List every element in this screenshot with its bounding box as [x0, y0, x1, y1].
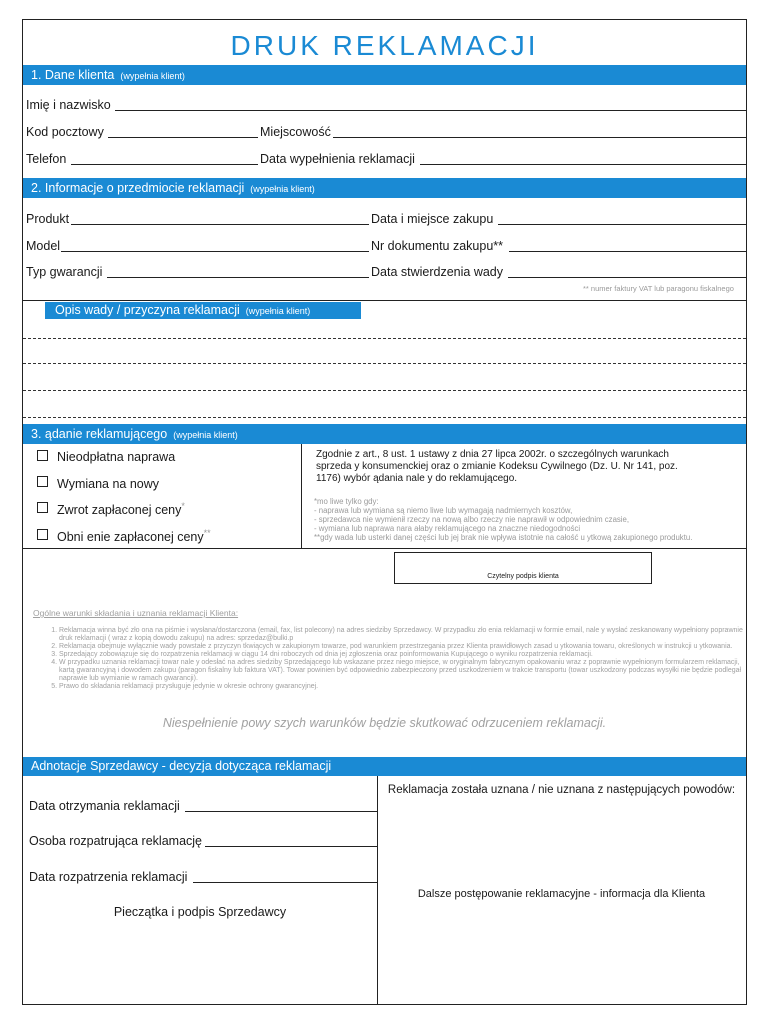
decided-field[interactable] — [193, 882, 377, 883]
option-free-repair-label: Nieodpłatna naprawa — [57, 450, 176, 465]
purchase-field[interactable] — [498, 224, 746, 225]
terms-header: Ogólne warunki składania i uznania reklamacji Klienta: — [33, 608, 239, 618]
city-label: Miejscowość — [260, 125, 331, 139]
postal-field[interactable] — [108, 137, 258, 138]
option-replacement-checkbox[interactable] — [37, 476, 48, 487]
section1-header — [23, 65, 746, 85]
terms-item: 5. Prawo do składania reklamacji przysługuje jedynie w okresie ochrony gwarancyjnej. — [59, 683, 747, 691]
defect-date-label: Data stwierdzenia wady — [371, 265, 504, 279]
section3-header — [23, 424, 746, 444]
defect-title: Opis wady / przyczyna reklamacji — [55, 303, 240, 317]
client-signature-box[interactable] — [394, 552, 652, 584]
postal-label: Kod pocztowy — [26, 125, 104, 139]
section1-note: (wypełnia klient) — [120, 71, 185, 81]
next-steps-label: Dalsze postępowanie reklamacyjne - informacja dla Klienta — [417, 888, 706, 900]
received-field[interactable] — [185, 811, 377, 812]
option-free-repair-checkbox[interactable] — [37, 450, 48, 461]
doc-no-label: Nr dokumentu zakupu** — [371, 239, 504, 253]
product-label: Produkt — [26, 212, 70, 226]
seller-title: Adnotacje Sprzedawcy - decyzja dotycząca reklamacji — [31, 759, 332, 773]
section3-bottom-divider — [23, 548, 746, 549]
product-field[interactable] — [71, 224, 369, 225]
person-label: Osoba rozpatrująca reklamację — [29, 834, 202, 848]
law-text: Zgodnie z art., 8 ust. 1 ustawy z dnia 27 lipca 2002r. o szczególnych warunkach sprzeda y konsumenckiej oraz o zmianie Kodeksu Cywilnego (Dz. U. Nr 141, poz. 1176) wybór ądania nale y do reklamującego. — [316, 449, 678, 484]
doc-no-field[interactable] — [509, 251, 746, 252]
option-price-reduction-label: Obni enie zapłaconej ceny** — [57, 528, 211, 545]
model-label: Model — [26, 239, 61, 253]
model-field[interactable] — [61, 251, 369, 252]
form-title: DRUK REKLAMACJI — [230, 30, 539, 61]
defect-line-4[interactable] — [23, 417, 746, 418]
section3-title: 3. ądanie reklamującego — [31, 427, 168, 441]
section2-note: (wypełnia klient) — [250, 184, 315, 194]
purchase-label: Data i miejsce zakupu — [371, 212, 494, 226]
seller-stamp-label: Pieczątka i podpis Sprzedawcy — [113, 905, 287, 919]
name-field[interactable] — [115, 110, 746, 111]
defect-note: (wypełnia klient) — [245, 306, 311, 316]
section3-note: (wypełnia klient) — [173, 430, 238, 440]
warranty-label: Typ gwarancji — [26, 265, 103, 279]
person-field[interactable] — [205, 846, 377, 847]
complaint-form — [22, 19, 747, 1005]
defect-line-2[interactable] — [23, 363, 746, 364]
terms-list — [47, 627, 747, 691]
terms-item: 4. W przypadku uznania reklamacji towar nale y odesłać na adres siedziby Sprzedającego lub wskazane przez niego miejsce, w oryginalnym fabrycznym opakowaniu wraz z poprawnie wypełnionym formularzem reklamacji, kartą gwarancyjną i dowodem zakupu (paragon fiskalny lub faktura VAT). Towar powinien być odpowiednio zabezpieczony przed uszkodzeniem w trakcie transportu (towar uszkodzony podczas wysyłki nie będzie podlegał naprawie lub wymianie w ramach gwarancji). — [59, 659, 747, 683]
section2-header — [23, 178, 746, 198]
phone-label: Telefon — [26, 152, 67, 166]
defect-header — [45, 302, 361, 319]
section3-divider — [301, 444, 302, 548]
signature-caption: Czytelny podpis klienta — [487, 573, 559, 580]
date-filled-label: Data wypełnienia reklamacji — [260, 152, 415, 166]
terms-item: 3. Sprzedający zobowiązuje się do rozpatrzenia reklamacji w ciągu 14 dni roboczych od dnia jej zgłoszenia oraz poinformowania Kupującego o wyniku rozpatrzenia reklamacji. — [59, 651, 747, 659]
defect-line-1[interactable] — [23, 338, 746, 339]
decided-label: Data rozpatrzenia reklamacji — [29, 870, 188, 884]
option-notes: *mo liwe tylko gdy: - naprawa lub wymiana są niemo liwe lub wymagają nadmiernych kosztów, - sprzedawca nie wymienił rzeczy na nową albo rzeczy nie naprawił w odpowiednim czasie, - wymiana lub naprawa nara ałaby reklamującego na znaczne niedogodności **gdy wada lub usterki danej części lub jej brak nie wpływa istotnie na całość u ytkową zakupionego produktu. — [314, 497, 693, 542]
defect-top-divider — [23, 300, 746, 301]
section1-title: 1. Dane klienta — [31, 68, 115, 82]
option-refund-label: Zwrot zapłaconej ceny* — [57, 501, 185, 518]
received-label: Data otrzymania reklamacji — [29, 799, 180, 813]
phone-field[interactable] — [71, 164, 258, 165]
city-field[interactable] — [333, 137, 746, 138]
seller-header — [23, 757, 746, 776]
doc-footnote: ** numer faktury VAT lub paragonu fiskalnego — [583, 284, 734, 293]
decision-label: Reklamacja została uznana / nie uznana z następujących powodów: — [387, 784, 736, 796]
option-refund-checkbox[interactable] — [37, 502, 48, 513]
warranty-field[interactable] — [107, 277, 369, 278]
terms-item: 1. Reklamacja winna być zło ona na piśmie i wysłana/dostarczona (email, fax, list polecony) na adres siedziby Sprzedawcy. W przypadku zło enia reklamacji w formie email, nale y wysłać zeskanowany wypełniony poprawnie druk reklamacji ( wraz z kopią dowodu zakupu) na adres: sprzedaz@bulki.p — [59, 627, 747, 643]
section2-title: 2. Informacje o przedmiocie reklamacji — [31, 181, 245, 195]
terms-item: 2. Reklamacja obejmuje wyłącznie wady powstałe z przyczyn tkwiących w zakupionym towarze, pod warunkiem przestrzegania przez Klienta prawidłowych zasad u ytkowania towaru, określonych w instrukcji u ytkowania. — [59, 643, 747, 651]
defect-date-field[interactable] — [508, 277, 746, 278]
option-replacement-label: Wymiana na nowy — [57, 477, 160, 492]
defect-line-3[interactable] — [23, 390, 746, 391]
date-filled-field[interactable] — [420, 164, 746, 165]
terms-warning: Niespełnienie powy szych warunków będzie skutkować odrzuceniem reklamacji. — [162, 716, 607, 730]
divider — [23, 86, 746, 87]
option-price-reduction-checkbox[interactable] — [37, 529, 48, 540]
name-label: Imię i nazwisko — [26, 98, 111, 112]
